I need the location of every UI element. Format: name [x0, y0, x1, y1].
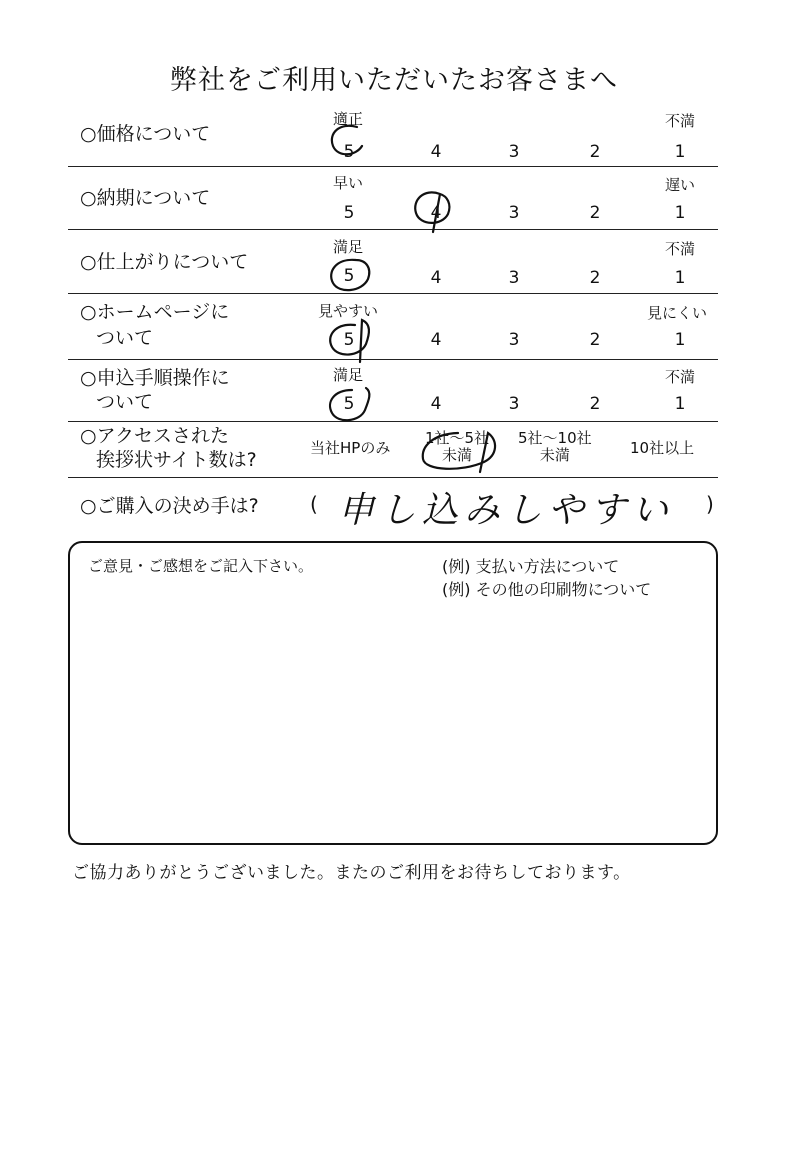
scale-option-2[interactable]: 2 [589, 142, 601, 162]
rating-row-price [68, 108, 718, 168]
page-title: 弊社をご利用いただいたお客さまへ [170, 65, 618, 96]
rating-row-delivery [68, 168, 718, 230]
question-access-line1: ○アクセスされた [80, 425, 230, 447]
scale-right-label: 不満 [665, 240, 696, 258]
scale-option-3[interactable]: 3 [508, 268, 520, 288]
question-procedure-line2: ついて [96, 391, 154, 413]
scale-option-1[interactable]: 1 [674, 330, 686, 350]
comment-prompt: ご意見・ご感想をご記入下さい。 [88, 557, 314, 575]
scale-option-2[interactable]: 2 [589, 203, 601, 223]
scale-option-5[interactable]: 5 [343, 394, 355, 414]
access-option-1-5[interactable] [425, 430, 489, 464]
scale-left-label: 満足 [333, 366, 364, 384]
rating-row-procedure [68, 360, 718, 422]
scale-option-3[interactable]: 3 [508, 142, 520, 162]
question-price: ○価格について [80, 123, 211, 145]
scale-option-3[interactable]: 3 [508, 203, 520, 223]
scale-option-2[interactable]: 2 [589, 268, 601, 288]
scale-option-5[interactable]: 5 [343, 266, 355, 286]
scale-option-4[interactable]: 4 [430, 394, 442, 414]
close-paren: ) [706, 492, 714, 516]
question-procedure-line1: ○申込手順操作に [80, 367, 230, 389]
access-option-5-10[interactable] [518, 430, 592, 464]
access-option-10-plus[interactable] [630, 440, 694, 457]
scale-option-4[interactable]: 4 [430, 203, 442, 223]
scale-option-2[interactable]: 2 [589, 330, 601, 350]
access-option-label: 1社～5社 [425, 429, 490, 447]
question-delivery: ○納期について [80, 187, 211, 209]
scale-left-label: 満足 [333, 238, 364, 256]
access-option-label: 当社HPのみ [310, 439, 391, 457]
access-option-label: 5社～10社 [518, 429, 592, 447]
access-option-sublabel: 未満 [442, 446, 473, 464]
scale-option-4[interactable]: 4 [430, 142, 442, 162]
question-finish: ○仕上がりについて [80, 251, 249, 273]
scale-option-5[interactable]: 5 [343, 330, 355, 350]
footer-thanks: ご協力ありがとうございました。またのご利用をお待ちしております。 [72, 863, 631, 883]
question-purchase: ○ご購入の決め手は? [80, 495, 259, 517]
scale-right-label: 不満 [665, 112, 696, 130]
scale-option-3[interactable]: 3 [508, 394, 520, 414]
scale-right-label: 見にくい [647, 304, 708, 322]
question-access-line2: 挨拶状サイト数は? [96, 449, 257, 471]
comment-example-2: (例) その他の印刷物について [442, 580, 652, 599]
handwritten-answer: 申し込みしやすい [338, 490, 675, 531]
comment-box[interactable] [68, 541, 718, 845]
access-option-label: 10社以上 [630, 439, 695, 457]
rating-row-homepage [68, 294, 718, 360]
scale-option-2[interactable]: 2 [589, 394, 601, 414]
scale-option-5[interactable]: 5 [343, 203, 355, 223]
access-row [68, 422, 718, 478]
access-option-sublabel: 未満 [539, 446, 570, 464]
question-homepage-line1: ○ホームページに [80, 301, 230, 323]
scale-option-1[interactable]: 1 [674, 142, 686, 162]
rating-row-finish [68, 230, 718, 294]
scale-left-label: 見やすい [318, 302, 379, 320]
access-option-own-site[interactable] [310, 440, 390, 457]
scale-option-4[interactable]: 4 [430, 330, 442, 350]
scale-option-1[interactable]: 1 [674, 268, 686, 288]
scale-option-4[interactable]: 4 [430, 268, 442, 288]
scale-option-1[interactable]: 1 [674, 203, 686, 223]
scale-left-label: 適正 [333, 110, 364, 128]
scale-right-label: 遅い [665, 176, 696, 194]
row-divider [68, 166, 718, 167]
scale-option-5[interactable]: 5 [343, 142, 355, 162]
comment-example-1: (例) 支払い方法について [442, 557, 620, 576]
scale-option-3[interactable]: 3 [508, 330, 520, 350]
scale-right-label: 不満 [665, 368, 696, 386]
question-homepage-line2: ついて [96, 327, 154, 349]
scale-left-label: 早い [333, 174, 364, 192]
open-paren: ( [310, 492, 318, 516]
scale-option-1[interactable]: 1 [674, 394, 686, 414]
